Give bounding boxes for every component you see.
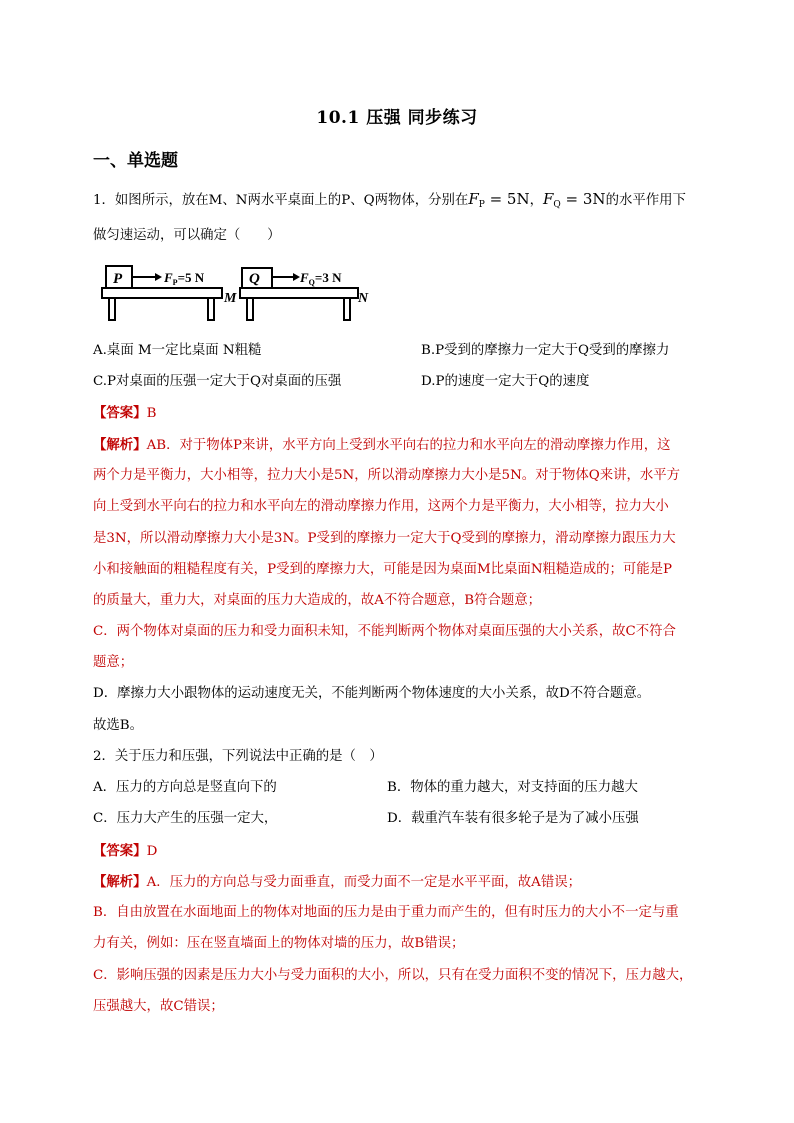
q2-option-d: D．载重汽车装有很多轮子是为了减小压强 — [387, 811, 639, 826]
q1-analysis-line4: 是3N，所以滑动摩擦力大小是3N。P受到的摩擦力一定大于Q受到的摩擦力，滑动摩擦力跟压力大 — [93, 531, 676, 546]
table-m-leg-left — [109, 298, 115, 320]
q2-analysis-line2: B．自由放置在水面地面上的物体对地面的压力是由于重力而产生的，但有时压力的大小不一定与重 — [93, 905, 679, 920]
q2-option-a: A．压力的方向总是竖直向下的 — [93, 780, 277, 795]
q1-stem-line1: 1．如图所示，放在M、N两水平桌面上的P、Q两物体，分别在$F_P = 5N$，$F_Q = 3N$的水平作用下 — [93, 190, 686, 210]
q2-option-c: C．压力大产生的压强一定大， — [93, 811, 278, 826]
section-heading: 一、单选题 — [93, 151, 178, 171]
q1-option-b: B.P受到的摩擦力一定大于Q受到的摩擦力 — [421, 343, 670, 358]
q1-analysis-line6: 的质量大，重力大，对桌面的压力大造成的，故A不符合题意，B符合题意； — [93, 593, 542, 608]
block-p-label: P — [113, 271, 123, 287]
q2-analysis-line5: 压强越大，故C错误； — [93, 999, 224, 1014]
table-n-top — [240, 288, 358, 298]
force-p-arrowhead — [155, 273, 162, 281]
q2-answer: 【答案】D — [93, 843, 158, 859]
q1-stem-line2: 做匀速运动，可以确定（ ） — [93, 228, 281, 243]
block-q-label: Q — [249, 271, 260, 287]
q1-analysis-line1: 【解析】AB．对于物体P来讲，水平方向上受到水平向右的拉力和水平向左的滑动摩擦力作用，这 — [93, 437, 671, 453]
table-m-top — [102, 288, 222, 298]
table-m-leg-right — [208, 298, 214, 320]
q2-analysis-line3: 力有关，例如：压在竖直墙面上的物体对墙的压力，故B错误； — [93, 936, 465, 951]
q1-conclusion: 故选B。 — [93, 718, 144, 733]
q1-figure — [100, 262, 370, 324]
force-q-arrowhead — [293, 273, 300, 281]
q1-option-a: A.桌面 M一定比桌面 N粗糙 — [93, 343, 262, 358]
q2-analysis-line4: C．影响压强的因素是压力大小与受力面积的大小，所以，只有在受力面积不变的情况下，压力越大， — [93, 968, 693, 983]
q2-option-b: B．物体的重力越大，对支持面的压力越大 — [387, 780, 638, 795]
q1-analysis-line2: 两个力是平衡力，大小相等，拉力大小是5N，所以滑动摩擦力大小是5N。对于物体Q来讲，水平方 — [93, 468, 681, 483]
q1-option-c: C.P对桌面的压强一定大于Q对桌面的压强 — [93, 374, 342, 389]
table-n-label: N — [358, 291, 369, 306]
q1-analysis-line8: 题意； — [93, 655, 134, 670]
q1-analysis-line7: C．两个物体对桌面的压力和受力面积未知，不能判断两个物体对桌面压强的大小关系，故C不符合 — [93, 624, 676, 639]
table-m-label: M — [224, 291, 237, 306]
q1-analysis-line9: D．摩擦力大小跟物体的运动速度无关，不能判断两个物体速度的大小关系，故D不符合题意。 — [93, 686, 651, 701]
force-p-label: $F_P=5$ N — [164, 270, 205, 287]
q1-answer: 【答案】B — [93, 405, 157, 421]
q1-option-d: D.P的速度一定大于Q的速度 — [421, 374, 590, 389]
force-q-label: $F_Q=3$ N — [300, 270, 342, 287]
q2-analysis-line1: 【解析】A．压力的方向总与受力面垂直，而受力面不一定是水平平面，故A错误； — [93, 874, 582, 890]
q1-analysis-line5: 小和接触面的粗糙程度有关，P受到的摩擦力大，可能是因为桌面M比桌面N粗糙造成的；可能是P — [93, 562, 673, 577]
document-title: 10.1 压强 同步练习 — [316, 108, 478, 128]
q1-analysis-line3: 向上受到水平向右的拉力和水平向左的滑动摩擦力作用，这两个力是平衡力，大小相等，拉力大小 — [93, 499, 669, 514]
table-n-leg-left — [247, 298, 253, 320]
q2-stem: 2．关于压力和压强，下列说法中正确的是（ ） — [93, 749, 383, 764]
table-n-leg-right — [344, 298, 350, 320]
